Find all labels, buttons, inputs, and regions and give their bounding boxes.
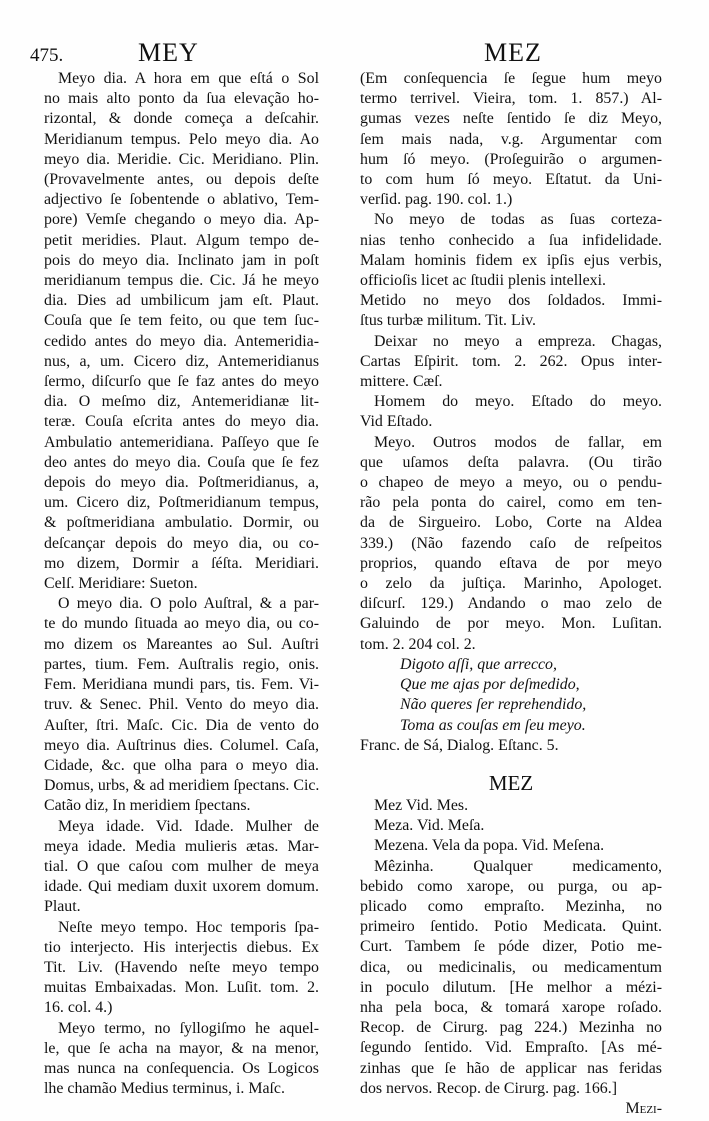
text-line: meya idade. Media mulieris ætas. Mar- [44, 837, 319, 855]
text-line: da de Sirgueiro. Lobo, Corte na Aldea [360, 514, 662, 532]
text-line: hum ſó meyo. (Proſeguirão o argumen- [360, 150, 662, 168]
text-line: pore) Vemſe chegando o meyo dia. Ap- [44, 211, 319, 229]
text-line: Malam hominis fidem ex ipſis ejus verbis, [360, 251, 662, 269]
text-line: o zelo da juſtiça. Marinho, Apologet. [360, 575, 662, 593]
text-line: Celſ. Meridiare: Sueton. [44, 575, 198, 593]
text-line: le, que ſe acha na mayor, & na menor, [44, 1039, 319, 1057]
right-column [360, 69, 662, 1119]
text-line: um. Cicero diz, Poſtmeridianum tempus, [44, 494, 319, 512]
page-number: 475. [30, 45, 64, 66]
text-line: adjectivo ſe ſobentende o ablativo, Tem- [44, 191, 319, 209]
text-line: Fem. Meridiana mundi pars, tis. Fem. Vi- [44, 676, 319, 694]
text-line: meyo dia. Meridie. Cic. Meridiano. Plin. [44, 150, 319, 168]
text-line: Mêzinha. Qualquer medicamento, [374, 857, 662, 875]
running-head-right: MEZ [484, 38, 542, 67]
text-line: nus, a, um. Cicero diz, Antemeridianus [44, 352, 319, 370]
text-line: Deixar no meyo a empreza. Chagas, [374, 332, 662, 350]
text-line: 339.) (Não fazendo caſo de reſpeitos [360, 534, 662, 552]
text-line: Auſter, ſtri. Maſc. Cic. Dia de vento do [44, 716, 319, 734]
text-line: pois do meyo dia. Inclinato jam in poſt [44, 251, 319, 269]
text-line: nha pela boca, & tomará xarope roſado. [360, 998, 662, 1016]
text-line: tio interjecto. His interjectis diebus. Ex [44, 938, 319, 956]
text-line: truv. & Senec. Phil. Vento do meyo dia. [44, 696, 319, 714]
text-line: Catão diz, In meridiem ſpectans. [44, 797, 251, 815]
text-line: depois do meyo dia. Poſtmeridianus, a, [44, 474, 319, 492]
text-line: No meyo de todas as ſuas corteza- [374, 211, 662, 229]
text-line: tom. 2. 204 col. 2. [360, 635, 476, 653]
text-line: mittere. Cæſ. [360, 373, 443, 391]
text-line: Tit. Liv. (Havendo neſte meyo tempo [44, 958, 319, 976]
text-line: mas nunca na conſequencia. Os Logicos [44, 1059, 319, 1077]
text-line: te do mundo ſituada ao meyo dia, ou co- [44, 615, 319, 633]
text-line: Neſte meyo tempo. Hoc temporis ſpa- [58, 918, 319, 936]
text-line: (Provavelmente antes, ou depois deſte [44, 171, 319, 189]
text-line: muitas Embaixadas. Mon. Luſit. tom. 2. [44, 979, 319, 997]
text-line: dia. O meſmo diz, Antemeridianæ lit- [44, 393, 319, 411]
text-line: termo terrivel. Vieira, tom. 1. 857.) Al- [360, 90, 662, 108]
text-line: Não queres ſer reprehendido, [400, 696, 587, 714]
text-line: Galuindo de por meyo. Mon. Luſitan. [360, 615, 662, 633]
text-line: deſcançar depois do meyo dia, ou co- [44, 534, 319, 552]
text-line: Meyo. Outros modos de fallar, em [374, 433, 662, 451]
text-line: no mais alto ponto da ſua elevação ho- [44, 90, 319, 108]
text-line: plicado como empraſto. Mezinha, no [360, 897, 662, 915]
text-line: ſegundo ſentido. Vid. Empraſto. [As mé- [360, 1039, 662, 1057]
text-line: in poculo dilutum. [He melhor a mézi- [360, 978, 662, 996]
text-line: o chapeo de meyo a meyo, ou o pendu- [360, 474, 662, 492]
text-line: Homem do meyo. Eſtado do meyo. [374, 393, 662, 411]
text-line: rão pela ponta do cairel, como em ten- [360, 494, 662, 512]
text-line: Mezena. Vela da popa. Vid. Meſena. [374, 837, 605, 855]
text-line: Meyo termo, no ſyllogiſmo he aquel- [58, 1019, 319, 1037]
text-line: dos nervos. Recop. de Cirurg. pag. 166.] [360, 1079, 618, 1097]
text-line: Couſa que ſe tem feito, ou que tem ſuc- [44, 312, 319, 330]
text-line: diſcurſ. 129.) Andando o mao zelo de [360, 595, 662, 613]
text-line: Plaut. [44, 898, 81, 916]
text-line: verſid. pag. 190. col. 1.) [360, 191, 513, 209]
text-line: dica, ou medicinalis, ou medicamentum [360, 958, 662, 976]
text-line: Recop. de Cirurg. pag 224.) Mezinha no [360, 1019, 662, 1037]
catchword: Mezi- [625, 1099, 662, 1117]
text-line: mo dizem os Mareantes ao Sul. Auſtri [44, 635, 319, 653]
text-line: zinhas que ſe hão de applicar nas feridas [360, 1059, 662, 1077]
text-line: Curt. Tambem ſe póde dizer, Potio me- [360, 938, 662, 956]
text-line: Toma as couſas em ſeu meyo. [400, 716, 586, 734]
text-line: O meyo dia. O polo Auſtral, & a par- [58, 595, 319, 613]
text-line: Meyo dia. A hora em que eſtá o Sol [58, 70, 319, 87]
text-line: teræ. Couſa eſcrita antes do meyo dia. [44, 413, 319, 431]
text-line: proprios, quando eſtava de por meyo [360, 554, 662, 572]
text-line: mo dizem, Dormir a ſéſta. Meridiari. [44, 554, 319, 572]
text-line: lhe chamão Medius terminus, i. Maſc. [44, 1080, 285, 1098]
text-line: cedido antes do meyo dia. Antemeridia- [44, 332, 319, 350]
text-line: 16. col. 4.) [44, 999, 113, 1017]
section-heading: MEZ [488, 770, 534, 795]
text-line: deo antes do meyo dia. Couſa que ſe fez [44, 453, 319, 471]
text-line: Vid Eſtado. [360, 413, 433, 431]
mez-entries [360, 796, 662, 1099]
text-line: Digoto aſſi, que arrecco, [400, 655, 557, 673]
text-line: primeiro ſentido. Potio Medicata. Quint. [360, 918, 662, 936]
text-line: (Em conſequencia ſe ſegue hum meyo [360, 70, 662, 87]
text-line: meyo dia. Auſtrinus dies. Columel. Caſa, [44, 736, 319, 754]
text-line: tial. O que caſou com mulher de meya [44, 857, 319, 875]
text-line: Meya idade. Vid. Idade. Mulher de [58, 817, 319, 835]
text-line: to com hum ſó meyo. Eſtatut. da Uni- [360, 171, 662, 189]
text-line: Domus, urbs, & ad meridiem ſpectans. Cic. [44, 777, 320, 795]
text-line: dia. Dies ad umbilicum jam eſt. Plaut. [44, 292, 319, 310]
text-line: gumas vezes neſte ſentido ſe diz Meyo, [360, 110, 662, 128]
text-line: Cartas Eſpirit. tom. 2. 262. Opus inter- [360, 352, 662, 370]
verse-quotation [360, 655, 662, 736]
text-line: ſtus turbæ militum. Tit. Liv. [360, 312, 537, 330]
text-line: idade. Qui mediam duxit uxorem domum. [44, 878, 319, 896]
verse-attribution: Franc. de Sá, Dialog. Eſtanc. 5. [360, 736, 559, 754]
text-line: Cidade, &c. que olha para o meyo dia. [44, 756, 319, 774]
text-line: Ambulatio antemeridiana. Paſſeyo que ſe [44, 433, 319, 451]
right-column-entries [360, 69, 662, 655]
text-line: que uſamos deſta palavra. (Ou tirão [360, 453, 662, 471]
running-head-left: MEY [138, 38, 199, 67]
text-line: ſem mais nada, v.g. Argumentar com [360, 130, 662, 148]
text-line: Metido no meyo dos ſoldados. Immi- [360, 292, 662, 310]
text-line: officioſis licet ac ſtudii plenis intellexi. [360, 272, 606, 290]
text-line: petit meridies. Plaut. Algum tempo de- [44, 231, 319, 249]
text-line: Que me ajas por deſmedido, [400, 676, 580, 694]
text-line: partes, tium. Fem. Auſtralis regio, onis. [44, 655, 319, 673]
text-line: Meridianum tempus. Pelo meyo dia. Ao [44, 130, 319, 148]
text-line: Meza. Vid. Meſa. [374, 817, 485, 835]
text-line: ſermo, diſcurſo que ſe faz antes do meyo [44, 373, 319, 391]
text-line: bebido como xarope, ou purga, ou ap- [360, 877, 662, 895]
text-line: nias tenho conhecido a ſua infidelidade. [360, 231, 662, 249]
text-line: rizontal, & donde começa a deſcahir. [44, 110, 319, 128]
text-line: meridianum tempus die. Cic. Já he meyo [44, 272, 319, 290]
text-line: Mez Vid. Mes. [374, 796, 469, 814]
text-line: & poſtmeridiana ambulatio. Dormir, ou [44, 514, 319, 532]
left-column [44, 69, 319, 1099]
